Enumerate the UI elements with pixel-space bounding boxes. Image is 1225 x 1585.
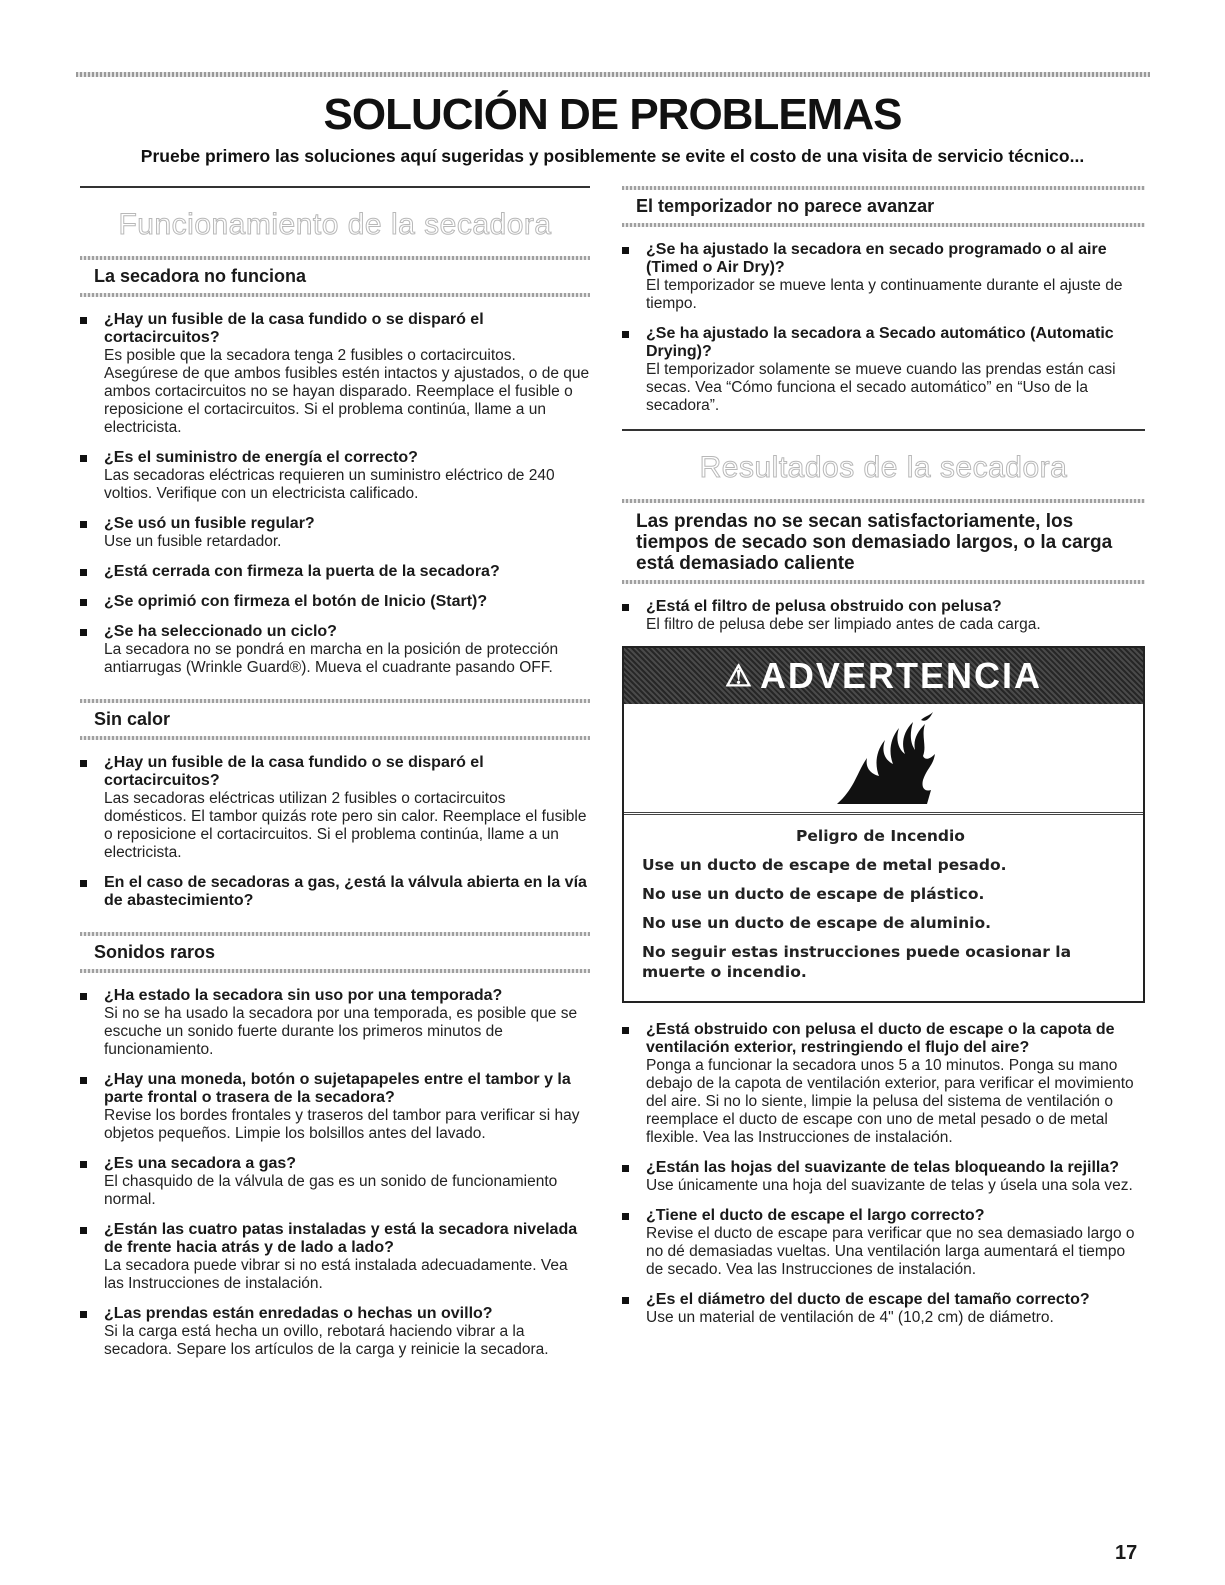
answer: La secadora no se pondrá en marcha en la posición de protección antiarrugas (Wrinkle Guard®). Mueva el cuadrante pasando OFF. [104,641,559,676]
list-item [80,874,590,910]
warning-label: ADVERTENCIA [759,655,1042,696]
warning-triangle-icon: ⚠ [725,659,754,693]
heading-rule [622,580,1145,584]
question: ¿Se usó un fusible regular? [104,515,315,532]
answer: Si no se ha usado la secadora por una temporada, es posible que se escuche un sonido fuerte durante los primeros minutos de funcionamiento. [104,1005,578,1058]
question: ¿Hay un fusible de la casa fundido o se disparó el cortacircuitos? [104,754,484,789]
list-item [80,623,590,677]
list-item [80,515,590,551]
answer: Ponga a funcionar la secadora unos 5 a 10 minutos. Ponga su mano debajo de la capota de ventilación exterior, para verificar el movimiento del aire. Si no lo siente, limpie la pelusa del sistema de ventilación o reemplace el ducto de escape con uno de metal pesado o de metal flexible. Vea las Instrucciones de instalación. [646,1057,1134,1146]
list-item [622,325,1145,415]
answer: El temporizador solamente se mueve cuando las prendas están casi secas. Vea “Cómo funciona el secado automático” en “Uso de la secadora”. [646,361,1116,414]
question: ¿Tiene el ducto de escape el largo correcto? [646,1207,985,1224]
answer: Use un fusible retardador. [104,533,282,550]
list-ducto [622,1021,1145,1327]
top-dotted-rule [76,72,1150,77]
question: En el caso de secadoras a gas, ¿está la válvula abierta en la vía de abastecimiento? [104,874,587,909]
warning-line: No use un ducto de escape de aluminio. [642,914,991,932]
question: ¿Se ha seleccionado un ciclo? [104,623,337,640]
warning-line: No seguir estas instrucciones puede ocasionar la muerte o incendio. [642,943,1072,981]
answer: El temporizador se mueve lenta y continuamente durante el ajuste de tiempo. [646,277,1123,312]
answer: Use únicamente una hoja del suavizante de telas y úsela una sola vez. [646,1177,1133,1194]
list-item [80,1305,590,1359]
question: ¿Se ha ajustado la secadora en secado programado o al aire (Timed o Air Dry)? [646,241,1107,276]
question: ¿Está el filtro de pelusa obstruido con pelusa? [646,598,1002,615]
question: ¿Están las hojas del suavizante de telas bloqueando la rejilla? [646,1159,1120,1176]
fire-icon-area [624,704,1143,815]
answer: Es posible que la secadora tenga 2 fusibles o cortacircuitos. Asegúrese de que ambos fusibles estén intactos y ajustados, o de que ambos cortacircuitos no se hayan disparado. Reemplace el fusible o reposicione el cortacircuitos. Si el problema continúa, llame a un electricista. [104,347,590,436]
list-temporizador [622,241,1145,415]
list-item [80,987,590,1059]
page-number: 17 [1115,1542,1138,1564]
left-column [80,186,590,1371]
heading-rule [622,223,1145,227]
list-prendas [622,598,1145,634]
answer: Las secadoras eléctricas requieren un suministro eléctrico de 240 voltios. Verifique con un electricista calificado. [104,467,555,502]
list-item [80,1155,590,1209]
answer: La secadora puede vibrar si no está instalada adecuadamente. Vea las Instrucciones de instalación. [104,1257,568,1292]
list-no-funciona [80,311,590,677]
list-item [80,563,590,581]
list-item [80,1221,590,1293]
subheading-sonidos-raros: Sonidos raros [94,942,216,962]
warning-line: Use un ducto de escape de metal pesado. [642,856,1007,874]
warning-box [622,646,1145,1003]
heading-rule [80,969,590,973]
hazard-title: Peligro de Incendio [796,827,965,845]
section-title-funcionamiento: Funcionamiento de la secadora [118,208,552,241]
question: ¿Hay una moneda, botón o sujetapapeles entre el tambor y la parte frontal o trasera de la secadora? [104,1071,571,1106]
answer: Revise los bordes frontales y traseros del tambor para verificar si hay objetos pequeños. Limpie los bolsillos antes del lavado. [104,1107,580,1142]
heading-rule [80,293,590,297]
warning-line: No use un ducto de escape de plástico. [642,885,985,903]
subheading-no-funciona: La secadora no funciona [94,266,307,286]
page-title: SOLUCIÓN DE PROBLEMAS [323,90,902,139]
answer: Revise el ducto de escape para verificar que no sea demasiado largo o no dé demasiadas vueltas. Una ventilación larga aumentará el tiempo de secado. Vea las Instrucciones de instalación. [646,1225,1135,1278]
list-item [622,598,1145,634]
list-sin-calor [80,754,590,910]
question: ¿Hay un fusible de la casa fundido o se disparó el cortacircuitos? [104,311,484,346]
list-item [622,1021,1145,1147]
list-item [622,1207,1145,1279]
list-item [80,593,590,611]
question: ¿Están las cuatro patas instaladas y está la secadora nivelada de frente hacia atrás y de lado a lado? [104,1221,578,1256]
right-column [622,186,1145,1339]
answer: Las secadoras eléctricas utilizan 2 fusibles o cortacircuitos domésticos. El tambor quizás rote pero sin calor. Reemplace el fusible o reposicione el cortacircuitos. Si el problema continúa, llame a un electricista. [104,790,587,861]
list-item [80,1071,590,1143]
answer: El chasquido de la válvula de gas es un sonido de funcionamiento normal. [104,1173,558,1208]
question: ¿Es el diámetro del ducto de escape del tamaño correcto? [646,1291,1090,1308]
page-subtitle: Pruebe primero las soluciones aquí sugeridas y posiblemente se evite el costo de una visita de servicio técnico... [140,146,1085,166]
list-item [80,754,590,862]
fire-icon [829,710,939,806]
section-title-resultados: Resultados de la secadora [699,451,1068,484]
answer: El filtro de pelusa debe ser limpiado antes de cada carga. [646,616,1041,633]
list-item [622,1159,1145,1195]
subheading-sin-calor: Sin calor [94,709,171,729]
list-item [622,1291,1145,1327]
question: ¿Se ha ajustado la secadora a Secado automático (Automatic Drying)? [646,325,1114,360]
subheading-temporizador: El temporizador no parece avanzar [636,196,935,216]
column-rule [80,186,590,188]
list-item [80,449,590,503]
question: ¿Las prendas están enredadas o hechas un ovillo? [104,1305,493,1322]
question: ¿Se oprimió con firmeza el botón de Inicio (Start)? [104,593,488,610]
question: ¿Ha estado la secadora sin uso por una temporada? [104,987,503,1004]
heading-rule [80,736,590,740]
question: ¿Es el suministro de energía el correcto? [104,449,418,466]
list-sonidos-raros [80,987,590,1359]
answer: Use un material de ventilación de 4" (10,2 cm) de diámetro. [646,1309,1054,1326]
subheading-prendas-no-secan: Las prendas no se secan satisfactoriamente, los tiempos de secado son demasiado largos, o la carga está demasiado caliente [636,511,1113,574]
list-item [80,311,590,437]
question: ¿Está cerrada con firmeza la puerta de la secadora? [104,563,500,580]
column-rule [622,429,1145,431]
answer: Si la carga está hecha un ovillo, rebotará haciendo vibrar a la secadora. Separe los artículos de la carga y reinicie la secadora. [104,1323,549,1358]
question: ¿Es una secadora a gas? [104,1155,297,1172]
warning-body [624,815,1143,1001]
warning-header [624,648,1143,704]
question: ¿Está obstruido con pelusa el ducto de escape o la capota de ventilación exterior, restringiendo el flujo del aire? [646,1021,1115,1056]
list-item [622,241,1145,313]
